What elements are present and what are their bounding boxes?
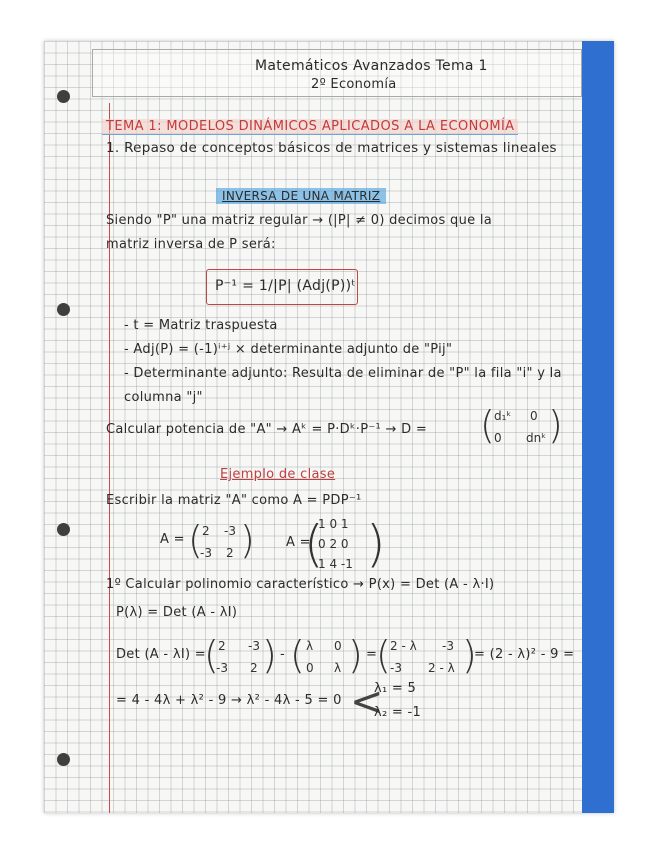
matrix-cell: 2 [250,661,258,675]
det-matrix-result: ( 2 - λ -3 -3 2 - λ ) [376,633,477,677]
matrix-row: 0 2 0 [318,537,349,551]
paragraph-line: matriz inversa de P será: [106,237,276,252]
bullet-item: - Adj(P) = (-1)ⁱ⁺ʲ × determinante adjunto de "Pij" [124,342,453,357]
matrix-cell: λ [334,661,342,675]
matrix-cell: 0 [494,431,502,445]
matrix-cell: dnᵏ [526,431,547,445]
bullet-item: - Determinante adjunto: Resulta de eliminar de "P" la fila "i" y la [124,366,562,381]
subheading-text: INVERSA DE UNA MATRIZ [216,188,386,204]
binder-hole [57,303,70,316]
matrix-cell: d₁ᵏ [494,409,512,423]
matrix-cell: 0 [334,639,342,653]
example-heading-text: Ejemplo de clase [220,467,336,482]
inverse-formula: P⁻¹ = 1/|P| (Adj(P))ᵗ [215,278,356,294]
final-equation: = 4 - 4λ + λ² - 9 → λ² - 4λ - 5 = 0 [116,693,342,708]
matrix-cell: -3 [442,639,454,653]
matrix-cell: 0 [306,661,314,675]
diagonal-matrix: ( d₁ᵏ 0 0 dnᵏ ) [480,403,563,447]
matrix-cell: -3 [200,546,212,560]
step-line: 1º Calcular polinomio característico → P(x) = Det (A - λ·I) [106,577,495,592]
example-line: Escribir la matriz "A" como A = PDP⁻¹ [106,493,362,508]
matrix-cell: 2 - λ [428,661,455,675]
matrix-cell: -3 [248,639,260,653]
matrix-cell: 2 [226,546,234,560]
binder-hole [57,523,70,536]
inverse-formula-box [206,269,358,305]
header-subtitle: 2º Economía [311,77,397,92]
blue-page-edge [582,41,614,813]
root-2: λ₂ = -1 [374,705,422,720]
matrix-cell: 2 [218,639,226,653]
header-box [92,49,582,97]
margin-line [109,103,110,813]
matrix-cell: -3 [216,661,228,675]
matrix-cell: -3 [390,661,402,675]
det-matrix-a: ( 2 -3 -3 2 ) [204,633,277,677]
header-title: Matemáticos Avanzados Tema 1 [255,58,488,74]
matrix-row: 1 0 1 [318,517,349,531]
equals-sign: = [366,647,378,662]
matrix-cell: 2 - λ [390,639,417,653]
matrix-cell: -3 [224,524,236,538]
det-lead: Det (A - λI) = [116,647,206,662]
matrix-cell: λ [306,639,314,653]
matrix-a-3x3: A = ( 1 0 1 0 2 0 1 4 -1 ) [286,515,386,573]
px-line: P(λ) = Det (A - λI) [116,605,238,620]
matrix-cell: 0 [530,409,538,423]
example-heading [220,467,335,482]
paragraph-line: Siendo "P" una matriz regular → (|P| ≠ 0) decimos que la [106,213,493,228]
subheading [216,189,386,203]
topic-title: TEMA 1: MODELOS DINÁMICOS APLICADOS A LA ECONOMÍA [102,119,518,135]
det-result: = (2 - λ)² - 9 = [474,647,575,662]
power-line: Calcular potencia de "A" → Aᵏ = P·Dᵏ·P⁻¹ → D = [106,422,428,437]
matrix-a-2x2: A = ( 2 -3 -3 2 ) [160,518,255,562]
det-matrix-lambda: ( λ 0 0 λ ) [290,633,363,677]
root-1: λ₁ = 5 [374,681,417,696]
notebook-page [44,41,614,813]
minus-sign: - [280,647,285,662]
binder-hole [57,753,70,766]
bullet-item: columna "j" [124,390,203,405]
binder-hole [57,90,70,103]
bullet-item: - t = Matriz traspuesta [124,318,278,333]
matrix-row: 1 4 -1 [318,557,353,571]
section-heading: 1. Repaso de conceptos básicos de matrices y sistemas lineales [106,140,557,156]
matrix-cell: 2 [202,524,210,538]
roots-brace: < [350,679,384,725]
